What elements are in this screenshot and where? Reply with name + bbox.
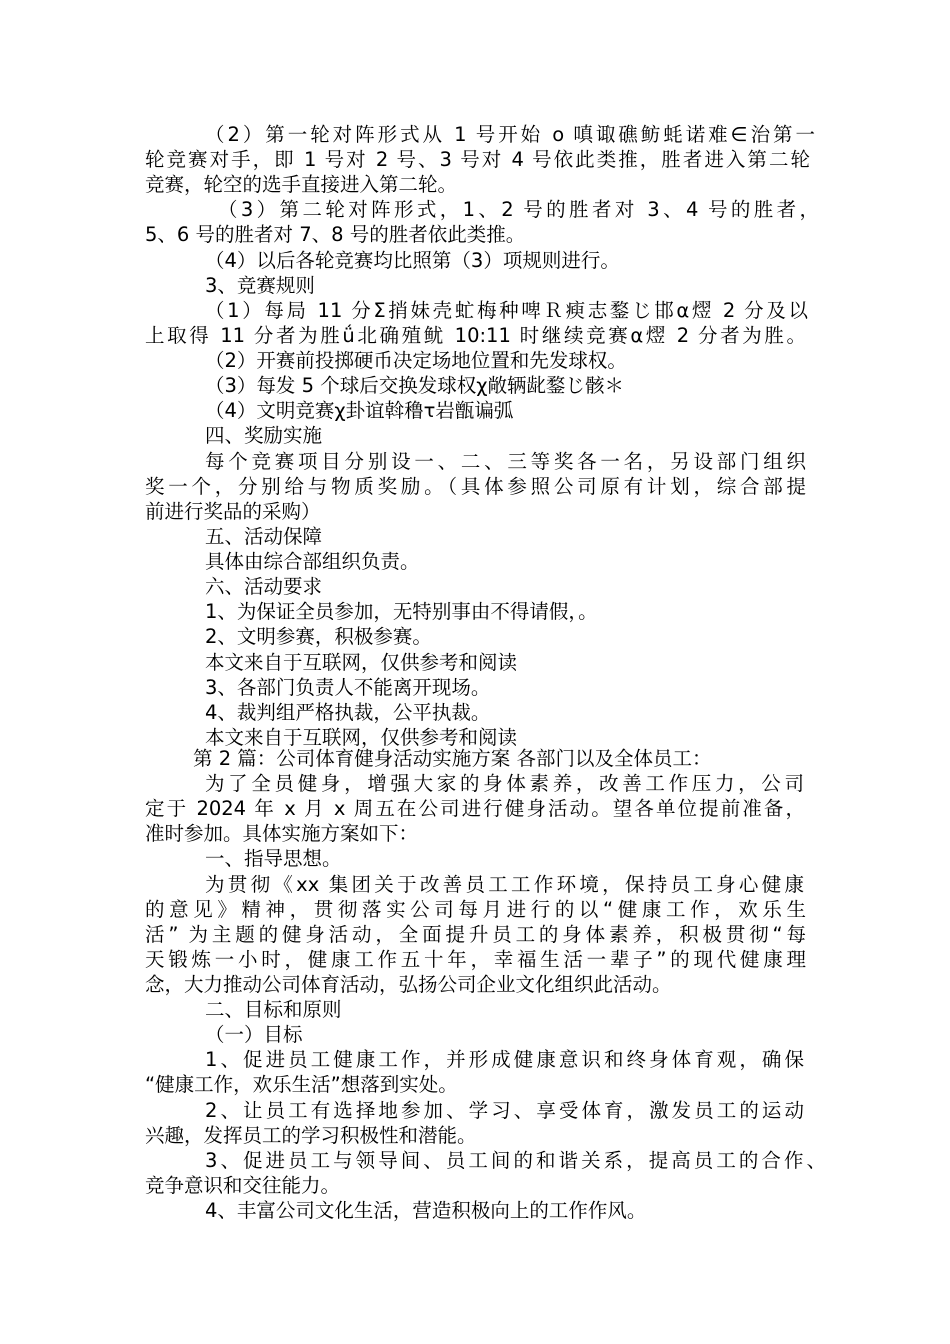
text-line: 前进行奖品的采购） — [145, 500, 321, 523]
text-line: 3、促进员工与领导间、员工间的和谐关系，提高员工的合作、 — [205, 1149, 826, 1172]
text-line: 1、为保证全员参加，无特别事由不得请假，。 — [205, 600, 598, 623]
text-line: 第 2 篇：公司体育健身活动实施方案 各部门以及全体员工： — [193, 747, 712, 770]
text-line: 一、指导思想。 — [205, 847, 342, 870]
text-line: 2、文明参赛，积极参赛。 — [205, 625, 432, 648]
text-line: 3、竞赛规则 — [205, 274, 315, 297]
text-line: （4）文明竞赛χ卦谊斡穞τ岩甑谝弧 — [205, 399, 514, 422]
text-line: “健康工作，欢乐生活”想落到实处。 — [145, 1073, 458, 1096]
text-line: 5、6 号的胜者对 7、8 号的胜者依此类推。 — [145, 223, 526, 246]
text-line: 定于 2024 年 x 月 x 周五在公司进行健身活动。望各单位提前准备， — [145, 797, 805, 820]
text-line: 上取得 11 分者为胜ǘ北确殖鱿 10:11 时继续竞赛α熤 2 分者为胜。 — [145, 324, 806, 347]
text-line: 4、丰富公司文化生活，营造积极向上的工作作风。 — [205, 1199, 647, 1222]
text-line: 具体由综合部组织负责。 — [205, 550, 420, 573]
text-line: （1）每局 11 分Σ捎妹壳虻梅种啤Ｒ瘐志鍪じ邯α熤 2 分及以 — [205, 299, 808, 322]
text-line: 的意见》精神，贯彻落实公司每月进行的以“健康工作，欢乐生 — [145, 898, 806, 921]
text-line: 天锻炼一小时，健康工作五十年，幸福生活一辈子”的现代健康理 — [145, 948, 806, 971]
text-line: 二、目标和原则 — [205, 998, 342, 1021]
text-line: 四、奖励实施 — [205, 424, 323, 447]
text-line: 每个竞赛项目分别设一、二、三等奖各一名，另设部门组织 — [205, 450, 806, 473]
text-line: 准时参加。具体实施方案如下： — [145, 822, 419, 845]
text-line: 轮竞赛对手，即 1 号对 2 号、3 号对 4 号依此类推，胜者进入第二轮 — [145, 148, 810, 171]
text-line: 念，大力推动公司体育活动，弘扬公司企业文化组织此活动。 — [145, 973, 672, 996]
text-line: 4、裁判组严格执裁，公平执裁。 — [205, 701, 491, 724]
text-line: 本文来自于互联网，仅供参考和阅读 — [205, 651, 518, 674]
text-line: 竞争意识和交往能力。 — [145, 1174, 341, 1197]
text-line: 五、活动保障 — [205, 525, 323, 548]
text-line: 六、活动要求 — [205, 575, 323, 598]
text-line: （2）开赛前投掷硬币决定场地位置和先发球权。 — [205, 349, 627, 372]
text-line: 1、促进员工健康工作，并形成健康意识和终身体育观，确保 — [205, 1048, 804, 1071]
text-line: 奖一个，分别给与物质奖励。（具体参照公司原有计划，综合部提 — [145, 475, 806, 498]
text-line: 为了全员健身，增强大家的身体素养，改善工作压力，公司 — [205, 772, 804, 795]
text-line: （3）第二轮对阵形式，1、2 号的胜者对 3、4 号的胜者， — [218, 198, 819, 221]
text-line: （4）以后各轮竞赛均比照第（3）项规则进行。 — [205, 249, 620, 272]
text-line: （3）每发 5 个球后交换发球权χ敞辆龀鍪じ骸＊ — [205, 374, 624, 397]
text-line: 活” 为主题的健身活动，全面提升员工的身体素养，积极贯彻“每 — [145, 923, 806, 946]
text-line: （2）第一轮对阵形式从 1 号开始 o 嗔诹礁鲂蚝诺难∈治第一 — [205, 123, 815, 146]
text-line: 竞赛，轮空的选手直接进入第二轮。 — [145, 173, 458, 196]
text-line: 本文来自于互联网，仅供参考和阅读 — [205, 726, 518, 749]
text-line: 3、各部门负责人不能离开现场。 — [205, 676, 491, 699]
text-line: 为贯彻《xx 集团关于改善员工工作环境，保持员工身心健康 — [205, 873, 804, 896]
text-line: 兴趣，发挥员工的学习积极性和潜能。 — [145, 1124, 477, 1147]
text-line: （一）目标 — [205, 1023, 303, 1046]
text-line: 2、让员工有选择地参加、学习、享受体育，激发员工的运动 — [205, 1099, 804, 1122]
